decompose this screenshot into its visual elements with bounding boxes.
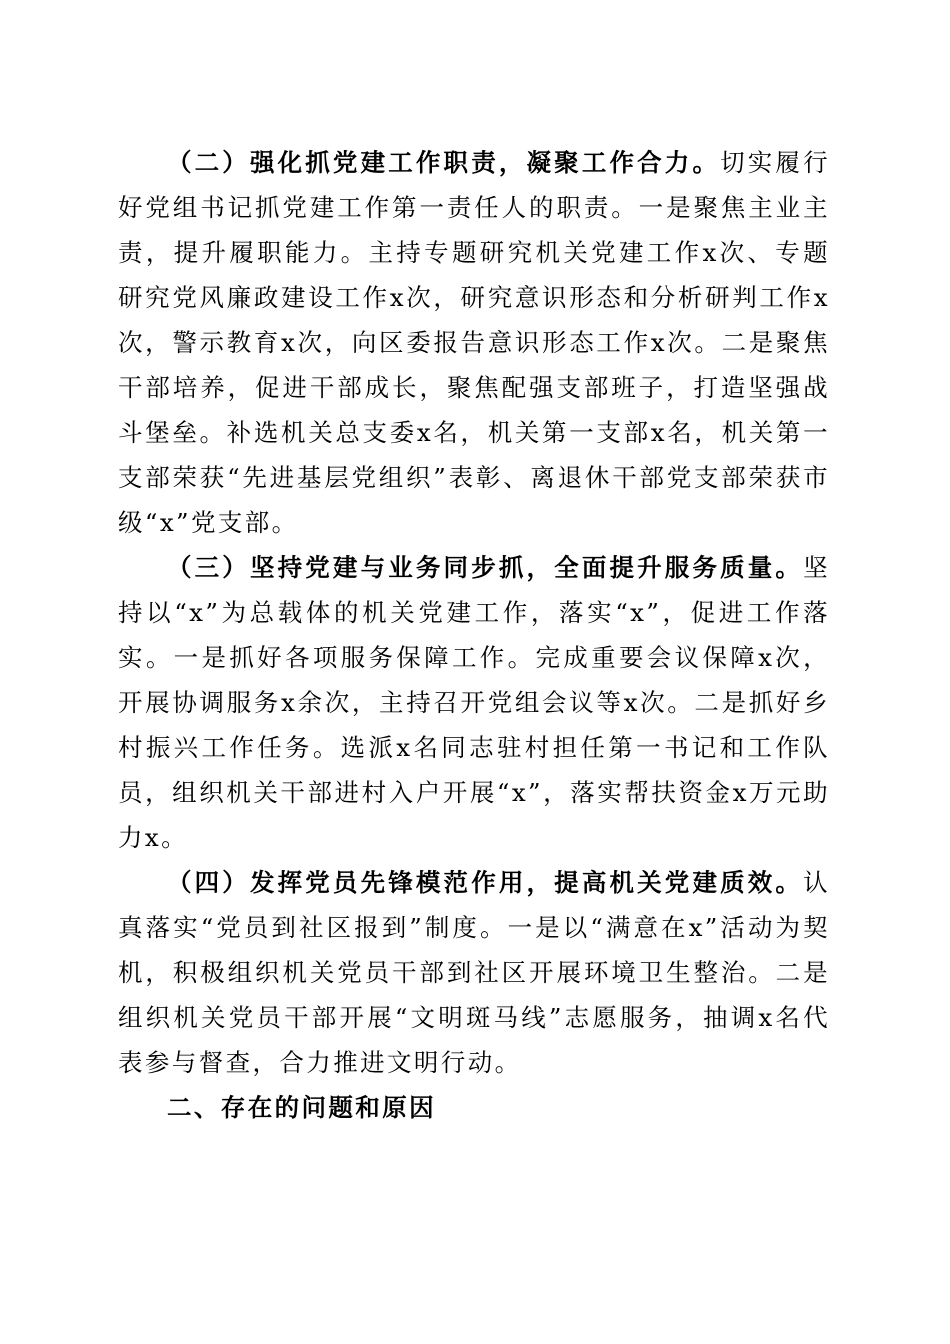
- paragraph-4-lead: （四）发挥党员先锋模范作用，提高机关党建质效。: [167, 868, 804, 897]
- paragraph-3-lead: （三）坚持党建与业务同步抓，全面提升服务质量。: [167, 553, 804, 582]
- paragraph-4-body: 认真落实“党员到社区报到”制度。一是以“满意在x”活动为契机，积极组织机关党员干部到社区开展环境卫生整治。二是组织机关党员干部开展“文明斑马线”志愿服务，抽调x名代表参与督查，合力推进文明行动。: [118, 868, 830, 1077]
- document-body: [118, 140, 830, 1130]
- paragraph-4: [118, 860, 830, 1085]
- paragraph-2-lead: （二）强化抓党建工作职责，凝聚工作合力。: [167, 148, 721, 177]
- paragraph-2: [118, 140, 830, 545]
- paragraph-3-body: 坚持以“x”为总载体的机关党建工作，落实“x”，促进工作落实。一是抓好各项服务保障工作。完成重要会议保障x次，开展协调服务x余次，主持召开党组会议等x次。二是抓好乡村振兴工作任务。选派x名同志驻村担任第一书记和工作队员，组织机关干部进村入户开展“x”，落实帮扶资金x万元助力x。: [118, 553, 830, 852]
- paragraph-2-body: 切实履行好党组书记抓党建工作第一责任人的职责。一是聚焦主业主责，提升履职能力。主持专题研究机关党建工作x次、专题研究党风廉政建设工作x次，研究意识形态和分析研判工作x次，警示教育x次，向区委报告意识形态工作x次。二是聚焦干部培养，促进干部成长，聚焦配强支部班子，打造坚强战斗堡垒。补选机关总支委x名，机关第一支部x名，机关第一支部荣获“先进基层党组织”表彰、离退休干部党支部荣获市级“x”党支部。: [118, 148, 830, 537]
- paragraph-3: [118, 545, 830, 860]
- section-heading: 二、存在的问题和原因: [167, 1093, 436, 1122]
